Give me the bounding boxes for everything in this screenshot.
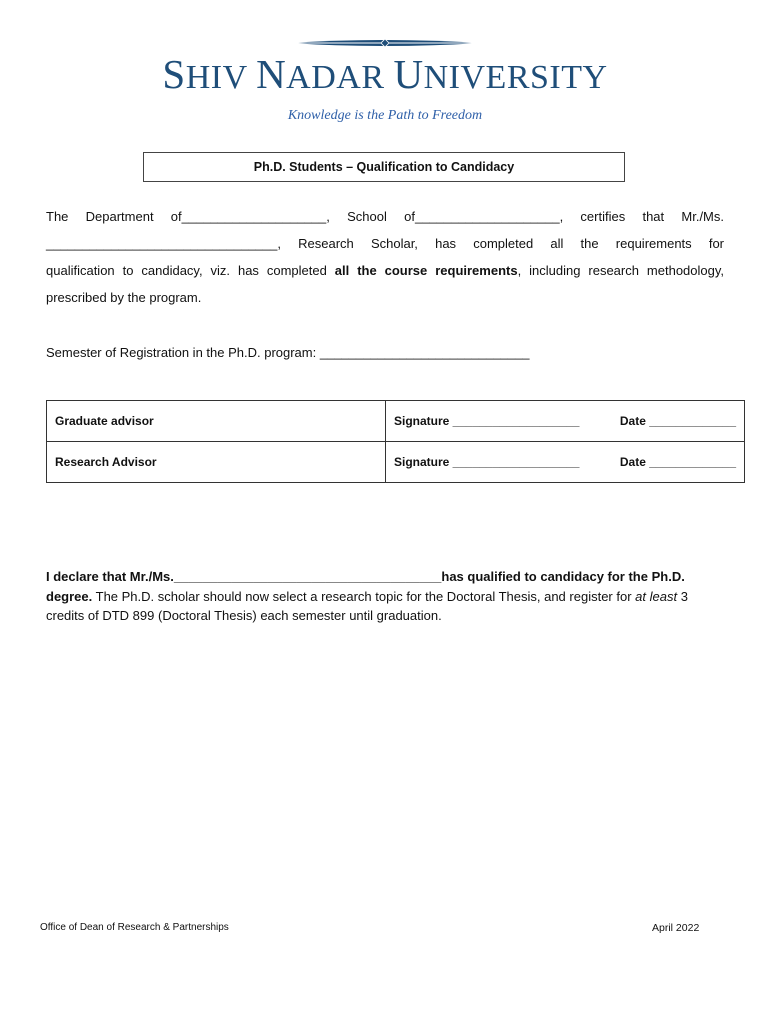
name-part-university: UNIVERSITY bbox=[393, 51, 608, 97]
semester-registration bbox=[46, 341, 530, 365]
signature-date-cell bbox=[386, 442, 745, 483]
signature-table bbox=[46, 400, 745, 483]
certify-line-2 bbox=[46, 230, 724, 257]
signature-field: Signature ___________________ bbox=[394, 455, 580, 469]
university-tagline: Knowledge is the Path to Freedom bbox=[287, 108, 483, 123]
certify-line-4: prescribed by the program. bbox=[46, 290, 202, 305]
declaration-text-b: 3 credits of DTD 899 (Doctoral Thesis) each semester until graduation. bbox=[46, 588, 688, 623]
role-research-advisor: Research Advisor bbox=[47, 442, 386, 483]
declaration-italic: at least bbox=[635, 588, 678, 604]
footer-date: April 2022 bbox=[652, 922, 700, 934]
semester-label: Semester of Registration in the Ph.D. program: bbox=[46, 345, 320, 360]
date-field: Date _____________ bbox=[619, 414, 736, 428]
certify-line-3 bbox=[46, 257, 724, 284]
signature-date-cell bbox=[386, 401, 745, 442]
declaration-paragraph bbox=[46, 567, 724, 626]
scholar-name-blank: ________________________________ bbox=[46, 236, 278, 251]
research-methodology-text: , including research methodology, bbox=[517, 263, 724, 278]
course-requirements-bold: all the course requirements bbox=[334, 263, 518, 278]
role-graduate-advisor: Graduate advisor bbox=[47, 401, 386, 442]
qualification-text: qualification to candidacy, viz. has completed bbox=[46, 263, 335, 278]
university-name bbox=[0, 51, 770, 98]
table-row bbox=[47, 401, 745, 442]
certify-line-1 bbox=[46, 203, 724, 230]
name-part-shiv: SHIV bbox=[162, 51, 248, 97]
date-field: Date _____________ bbox=[619, 455, 736, 469]
declaration-name-blank: _____________________________________ bbox=[173, 569, 442, 584]
declaration-bold-a: I declare that Mr./Ms. bbox=[46, 569, 174, 584]
department-label: The Department of bbox=[46, 209, 182, 224]
logo-decorative-rule bbox=[285, 38, 485, 48]
form-title-box bbox=[143, 152, 625, 182]
declaration-text-a: The Ph.D. scholar should now select a research topic for the Doctoral Thesis, and register for bbox=[92, 588, 636, 604]
name-part-nadar: NADAR bbox=[256, 51, 385, 97]
table-row bbox=[47, 442, 745, 483]
certifies-text: , certifies that Mr./Ms. bbox=[559, 209, 724, 224]
school-blank: ____________________ bbox=[414, 209, 560, 224]
signature-field: Signature ___________________ bbox=[394, 414, 580, 428]
research-scholar-text: , Research Scholar, has completed all the requirements for bbox=[277, 236, 724, 251]
footer-office: Office of Dean of Research & Partnerships bbox=[40, 922, 229, 933]
semester-blank: _____________________________ bbox=[319, 345, 530, 360]
department-blank: ____________________ bbox=[181, 209, 327, 224]
form-title: Ph.D. Students – Qualification to Candidacy bbox=[253, 160, 515, 174]
school-label: , School of bbox=[326, 209, 415, 224]
university-logo bbox=[0, 38, 770, 124]
declaration-bold-b: has qualified to candidacy for the Ph.D. degree. bbox=[46, 569, 685, 604]
